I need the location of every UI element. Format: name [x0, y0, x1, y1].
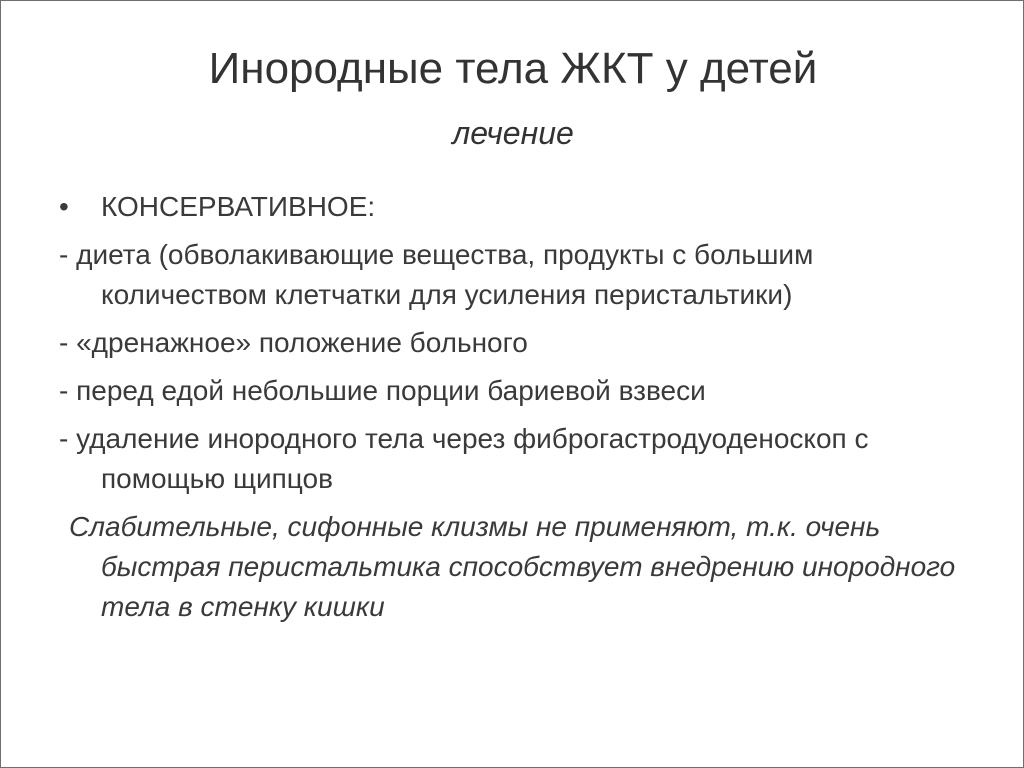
treatment-item-barium: - перед едой небольшие порции бариевой взвеси	[59, 375, 706, 406]
slide-body	[59, 187, 959, 627]
treatment-item-removal: - удаление инородного тела через фиброгастродуоденоскоп с помощью щипцов	[59, 423, 869, 494]
bullet-dot-icon: •	[59, 191, 69, 222]
treatment-item-position: - «дренажное» положение больного	[59, 327, 528, 358]
slide-title: Инородные тела ЖКТ у детей	[208, 44, 818, 93]
treatment-note: Слабительные, сифонные клизмы не применяют, т.к. очень быстрая перистальтика способствует внедрению инородного тела в стенку кишки	[69, 511, 956, 622]
treatment-item-diet: - диета (обволакивающие вещества, продукты с большим количеством клетчатки для усиления перистальтики)	[59, 239, 814, 310]
bullet-heading: КОНСЕРВАТИВНОЕ:	[101, 191, 376, 222]
bullet-heading-item	[59, 187, 959, 227]
slide-subtitle: лечение	[452, 115, 574, 151]
